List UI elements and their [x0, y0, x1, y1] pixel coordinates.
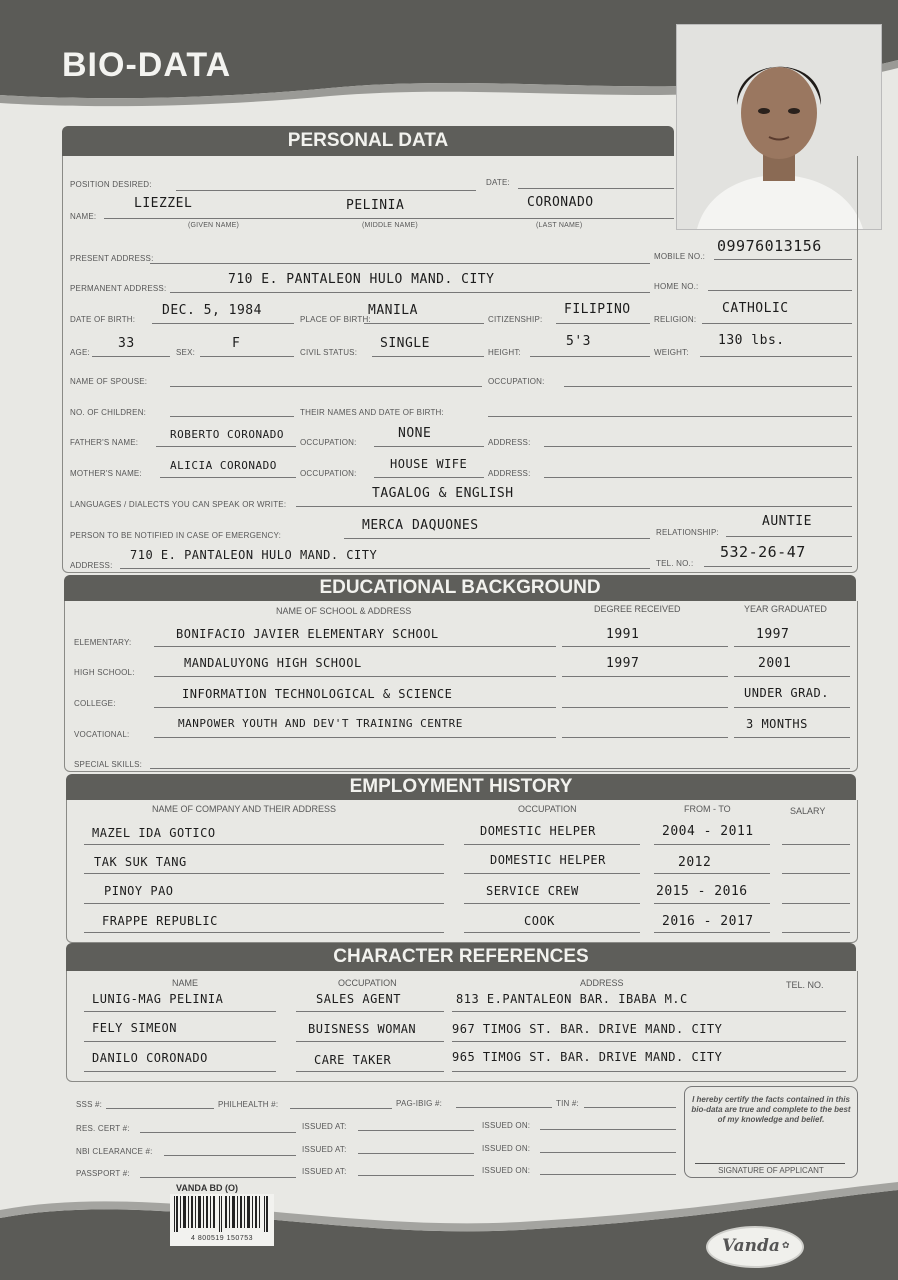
civil-status-label: CIVIL STATUS:	[300, 348, 358, 357]
mothers-occupation-label: OCCUPATION:	[300, 469, 357, 478]
education-year-header: YEAR GRADUATED	[744, 604, 827, 614]
middle-name-caption: (MIDDLE NAME)	[362, 222, 418, 229]
date-of-birth-field[interactable]	[152, 323, 294, 324]
reference-address-field[interactable]	[452, 1071, 846, 1072]
tel-no-field[interactable]	[704, 566, 852, 567]
last-name-value: CORONADO	[527, 195, 594, 210]
children-count-label: NO. OF CHILDREN:	[70, 408, 147, 417]
nbi-issued-on-field[interactable]	[540, 1152, 676, 1153]
place-of-birth-label: PLACE OF BIRTH:	[300, 315, 371, 324]
name-field[interactable]	[104, 218, 674, 219]
education-degree: 1991	[606, 627, 640, 642]
given-name-caption: (GIVEN NAME)	[188, 222, 240, 229]
passport-label: PASSPORT #:	[76, 1169, 130, 1178]
brand-name: Vanda	[722, 1236, 780, 1256]
employment-from-to-field[interactable]	[654, 844, 770, 845]
employment-company: FRAPPE REPUBLIC	[102, 914, 218, 928]
citizenship-value: FILIPINO	[564, 302, 631, 317]
res-cert-field[interactable]	[140, 1132, 296, 1133]
spouse-occupation-field[interactable]	[564, 386, 852, 387]
sex-field[interactable]	[200, 356, 294, 357]
weight-label: WEIGHT:	[654, 348, 689, 357]
home-no-field[interactable]	[708, 290, 852, 291]
employment-salary-field[interactable]	[782, 903, 850, 904]
employment-from-to-field[interactable]	[654, 903, 770, 904]
employment-from-to: 2016 - 2017	[662, 914, 754, 929]
education-school: BONIFACIO JAVIER ELEMENTARY SCHOOL	[176, 627, 439, 641]
res-cert-issued-at-label: ISSUED AT:	[302, 1122, 347, 1131]
reference-occupation: SALES AGENT	[316, 992, 401, 1006]
signature-box	[684, 1086, 858, 1178]
reference-name: DANILO CORONADO	[92, 1051, 208, 1065]
education-year: 3 MONTHS	[746, 717, 808, 731]
section-educational-background: EDUCATIONAL BACKGROUND	[64, 575, 856, 601]
fathers-address-label: ADDRESS:	[488, 438, 531, 447]
employment-from-to-header: FROM - TO	[684, 804, 731, 814]
place-of-birth-field[interactable]	[364, 323, 484, 324]
section-employment-history: EMPLOYMENT HISTORY	[66, 774, 856, 800]
education-level: COLLEGE:	[74, 699, 116, 708]
mobile-no-value: 09976013156	[717, 237, 822, 255]
education-year-field[interactable]	[734, 737, 850, 738]
philhealth-field[interactable]	[290, 1108, 392, 1109]
fathers-occupation-field[interactable]	[374, 446, 484, 447]
nbi-field[interactable]	[164, 1155, 296, 1156]
employment-from-to-field[interactable]	[654, 873, 770, 874]
employment-company: MAZEL IDA GOTICO	[92, 826, 216, 840]
fathers-name-field[interactable]	[156, 446, 296, 447]
tin-label: TIN #:	[556, 1099, 579, 1108]
employment-salary-header: SALARY	[790, 806, 826, 816]
brand-logo	[706, 1226, 804, 1268]
fathers-occupation-value: NONE	[398, 426, 432, 441]
employment-occupation: DOMESTIC HELPER	[480, 824, 596, 838]
religion-field[interactable]	[702, 323, 852, 324]
nbi-label: NBI CLEARANCE #:	[76, 1147, 153, 1156]
education-year-field[interactable]	[734, 707, 850, 708]
children-names-label: THEIR NAMES AND DATE OF BIRTH:	[300, 408, 444, 417]
education-school-field[interactable]	[154, 737, 556, 738]
reference-address: 967 TIMOG ST. BAR. DRIVE MAND. CITY	[452, 1022, 723, 1036]
position-desired-field[interactable]	[176, 190, 476, 191]
spouse-name-label: NAME OF SPOUSE:	[70, 377, 148, 386]
mothers-name-label: MOTHER'S NAME:	[70, 469, 142, 478]
education-school-field[interactable]	[154, 676, 556, 677]
employment-occupation-field[interactable]	[464, 903, 640, 904]
education-year: 1997	[756, 627, 790, 642]
passport-field[interactable]	[140, 1177, 296, 1178]
fathers-address-field[interactable]	[544, 446, 852, 447]
relationship-label: RELATIONSHIP:	[656, 528, 719, 537]
reference-occupation-field[interactable]	[296, 1011, 444, 1012]
employment-occupation-header: OCCUPATION	[518, 804, 577, 814]
sss-label: SSS #:	[76, 1100, 103, 1109]
mothers-name-field[interactable]	[160, 477, 296, 478]
employment-occupation: COOK	[524, 914, 555, 928]
reference-address: 813 E.PANTALEON BAR. IBABA M.C	[456, 992, 688, 1006]
emergency-person-label: PERSON TO BE NOTIFIED IN CASE OF EMERGENCY:	[70, 531, 282, 540]
passport-issued-on-field[interactable]	[540, 1174, 676, 1175]
religion-value: CATHOLIC	[722, 301, 789, 316]
reference-occupation: CARE TAKER	[314, 1053, 392, 1067]
spouse-name-field[interactable]	[170, 386, 482, 387]
education-level: HIGH SCHOOL:	[74, 668, 135, 677]
reference-address-field[interactable]	[452, 1041, 846, 1042]
education-school: INFORMATION TECHNOLOGICAL & SCIENCE	[182, 687, 453, 701]
pagibig-label: PAG-IBIG #:	[396, 1099, 443, 1108]
weight-value: 130 lbs.	[718, 333, 785, 348]
employment-from-to-field[interactable]	[654, 932, 770, 933]
relationship-field[interactable]	[726, 536, 852, 537]
position-desired-label: POSITION DESIRED:	[70, 180, 152, 189]
barcode-bars	[170, 1194, 274, 1236]
pagibig-field[interactable]	[456, 1107, 552, 1108]
emergency-person-value: MERCA DAQUONES	[362, 518, 479, 533]
employment-company: PINOY PAO	[104, 884, 174, 898]
flower-icon: ✿	[782, 1240, 790, 1250]
emergency-address-field[interactable]	[120, 568, 650, 569]
weight-field[interactable]	[700, 356, 852, 357]
passport-issued-at-field[interactable]	[358, 1175, 474, 1176]
education-degree-field[interactable]	[562, 707, 728, 708]
citizenship-label: CITIZENSHIP:	[488, 315, 543, 324]
civil-status-value: SINGLE	[380, 336, 430, 351]
languages-label: LANGUAGES / DIALECTS YOU CAN SPEAK OR WRITE:	[70, 500, 287, 509]
reference-occupation: BUISNESS WOMAN	[308, 1022, 417, 1036]
references-address-header: ADDRESS	[580, 978, 624, 988]
education-degree: 1997	[606, 656, 640, 671]
emergency-address-label: ADDRESS:	[70, 561, 113, 570]
res-cert-issued-on-label: ISSUED ON:	[482, 1121, 531, 1130]
education-year-field[interactable]	[734, 646, 850, 647]
employment-company: TAK SUK TANG	[94, 855, 187, 869]
spouse-occupation-label: OCCUPATION:	[488, 377, 545, 386]
height-label: HEIGHT:	[488, 348, 521, 357]
signature-line	[695, 1163, 845, 1164]
education-school-field[interactable]	[154, 707, 556, 708]
citizenship-field[interactable]	[556, 323, 650, 324]
reference-address-field[interactable]	[452, 1011, 846, 1012]
reference-name-field[interactable]	[84, 1071, 276, 1072]
res-cert-issued-at-field[interactable]	[358, 1130, 474, 1131]
employment-occupation-field[interactable]	[464, 932, 640, 933]
nbi-issued-on-label: ISSUED ON:	[482, 1144, 531, 1153]
name-label: NAME:	[70, 212, 97, 221]
tel-no-value: 532-26-47	[720, 543, 806, 561]
employment-occupation: DOMESTIC HELPER	[490, 853, 606, 867]
nbi-issued-at-field[interactable]	[358, 1153, 474, 1154]
reference-address: 965 TIMOG ST. BAR. DRIVE MAND. CITY	[452, 1050, 723, 1064]
tel-no-label: TEL. NO.:	[656, 559, 694, 568]
education-degree-field[interactable]	[562, 737, 728, 738]
reference-occupation-field[interactable]	[296, 1041, 444, 1042]
date-of-birth-value: DEC. 5, 1984	[162, 303, 262, 318]
relationship-value: AUNTIE	[762, 514, 812, 529]
permanent-address-value: 710 E. PANTALEON HULO MAND. CITY	[228, 272, 495, 287]
date-field[interactable]	[518, 188, 674, 189]
sex-value: F	[232, 336, 241, 351]
form-code: VANDA BD (O)	[176, 1183, 238, 1193]
education-degree-header: DEGREE RECEIVED	[594, 604, 681, 614]
employment-company-field[interactable]	[84, 932, 444, 933]
certify-text: I hereby certify the facts contained in this bio-data are true and complete to the best of my knowledge and belief.	[691, 1095, 851, 1124]
children-names-field[interactable]	[488, 416, 852, 417]
employment-occupation: SERVICE CREW	[486, 884, 579, 898]
age-label: AGE:	[70, 348, 90, 357]
mobile-no-label: MOBILE NO.:	[654, 252, 706, 261]
employment-from-to: 2012	[678, 855, 712, 870]
employment-salary-field[interactable]	[782, 932, 850, 933]
present-address-field[interactable]	[150, 263, 650, 264]
languages-field[interactable]	[296, 506, 852, 507]
tin-field[interactable]	[584, 1107, 676, 1108]
education-degree-field[interactable]	[562, 646, 728, 647]
emergency-person-field[interactable]	[344, 538, 650, 539]
middle-name-value: PELINIA	[346, 198, 405, 213]
form-title: BIO-DATA	[62, 46, 232, 84]
reference-name-field[interactable]	[84, 1011, 276, 1012]
age-value: 33	[118, 336, 135, 351]
education-year: UNDER GRAD.	[744, 686, 829, 700]
references-occupation-header: OCCUPATION	[338, 978, 397, 988]
last-name-caption: (LAST NAME)	[536, 222, 583, 229]
place-of-birth-value: MANILA	[368, 303, 418, 318]
given-name-value: LIEZZEL	[134, 196, 193, 211]
mothers-occupation-field[interactable]	[374, 477, 484, 478]
passport-issued-at-label: ISSUED AT:	[302, 1167, 347, 1176]
employment-salary-field[interactable]	[782, 844, 850, 845]
sex-label: SEX:	[176, 348, 196, 357]
references-name-header: NAME	[172, 978, 199, 988]
fathers-name-label: FATHER'S NAME:	[70, 438, 139, 447]
permanent-address-label: PERMANENT ADDRESS:	[70, 284, 167, 293]
employment-company-field[interactable]	[84, 844, 444, 845]
education-level: VOCATIONAL:	[74, 730, 130, 739]
special-skills-label: SPECIAL SKILLS:	[74, 760, 143, 769]
sss-field[interactable]	[106, 1108, 214, 1109]
reference-name: FELY SIMEON	[92, 1021, 177, 1035]
barcode-number: 4 800519 150753	[191, 1235, 253, 1242]
reference-name-field[interactable]	[84, 1041, 276, 1042]
employment-from-to: 2015 - 2016	[656, 884, 748, 899]
res-cert-label: RES. CERT #:	[76, 1124, 130, 1133]
date-label: DATE:	[486, 178, 510, 187]
fathers-name-value: ROBERTO CORONADO	[170, 428, 284, 441]
mothers-occupation-value: HOUSE WIFE	[390, 457, 468, 471]
emergency-address-value: 710 E. PANTALEON HULO MAND. CITY	[130, 548, 378, 562]
employment-company-field[interactable]	[84, 873, 444, 874]
education-school: MANPOWER YOUTH AND DEV'T TRAINING CENTRE	[178, 717, 463, 730]
mothers-address-label: ADDRESS:	[488, 469, 531, 478]
employment-from-to: 2004 - 2011	[662, 824, 754, 839]
children-count-field[interactable]	[170, 416, 294, 417]
present-address-label: PRESENT ADDRESS:	[70, 254, 154, 263]
barcode	[170, 1194, 274, 1246]
height-field[interactable]	[530, 356, 650, 357]
reference-occupation-field[interactable]	[296, 1071, 444, 1072]
employment-occupation-field[interactable]	[464, 873, 640, 874]
mothers-address-field[interactable]	[544, 477, 852, 478]
reference-name: LUNIG-MAG PELINIA	[92, 992, 224, 1006]
signature-label: SIGNATURE OF APPLICANT	[718, 1166, 824, 1175]
education-degree-field[interactable]	[562, 676, 728, 677]
res-cert-issued-on-field[interactable]	[540, 1129, 676, 1130]
date-of-birth-label: DATE OF BIRTH:	[70, 315, 136, 324]
education-school-field[interactable]	[154, 646, 556, 647]
education-school: MANDALUYONG HIGH SCHOOL	[184, 656, 362, 670]
height-value: 5'3	[566, 334, 591, 349]
fathers-occupation-label: OCCUPATION:	[300, 438, 357, 447]
section-personal-data: PERSONAL DATA	[62, 126, 674, 156]
mothers-name-value: ALICIA CORONADO	[170, 459, 277, 472]
religion-label: RELIGION:	[654, 315, 697, 324]
philhealth-label: PHILHEALTH #:	[218, 1100, 279, 1109]
references-tel-header: TEL. NO.	[786, 980, 824, 990]
section-character-references: CHARACTER REFERENCES	[66, 943, 856, 971]
employment-company-field[interactable]	[84, 903, 444, 904]
special-skills-field[interactable]	[150, 768, 850, 769]
home-no-label: HOME NO.:	[654, 282, 699, 291]
passport-issued-on-label: ISSUED ON:	[482, 1166, 531, 1175]
employment-occupation-field[interactable]	[464, 844, 640, 845]
education-school-header: NAME OF SCHOOL & ADDRESS	[276, 606, 412, 616]
permanent-address-field[interactable]	[170, 292, 650, 293]
employment-company-header: NAME OF COMPANY AND THEIR ADDRESS	[152, 804, 337, 814]
mobile-no-field[interactable]	[714, 259, 852, 260]
languages-value: TAGALOG & ENGLISH	[372, 486, 514, 501]
age-field[interactable]	[92, 356, 170, 357]
civil-status-field[interactable]	[372, 356, 484, 357]
nbi-issued-at-label: ISSUED AT:	[302, 1145, 347, 1154]
education-year: 2001	[758, 656, 792, 671]
education-level: ELEMENTARY:	[74, 638, 132, 647]
education-year-field[interactable]	[734, 676, 850, 677]
employment-salary-field[interactable]	[782, 873, 850, 874]
